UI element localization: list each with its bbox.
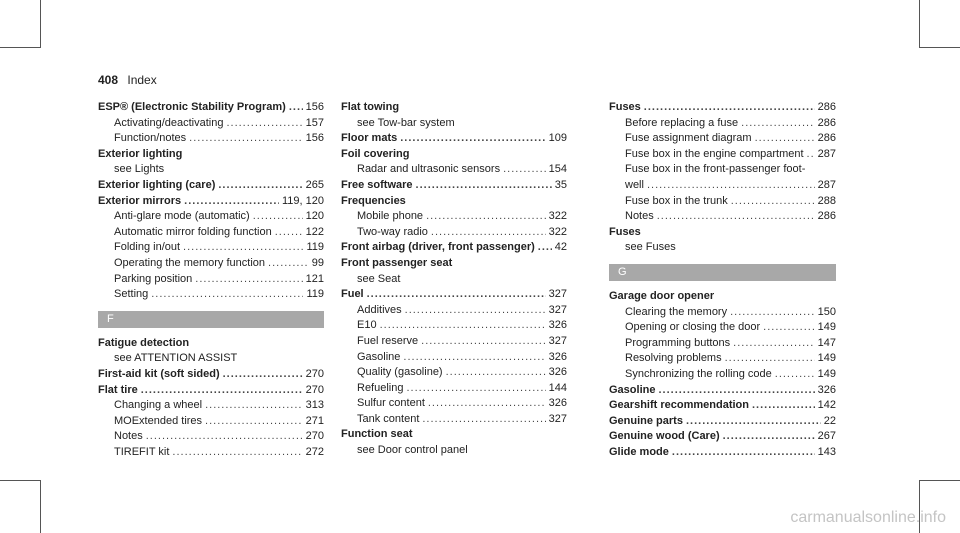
page-reference[interactable]: 313 [305, 399, 324, 412]
page-reference[interactable]: 42 [554, 241, 567, 254]
dot-leader [205, 414, 303, 430]
dot-leader [807, 147, 815, 163]
page-reference[interactable]: 147 [817, 336, 836, 349]
index-subentry [341, 350, 567, 366]
page-reference[interactable]: 287 [817, 147, 836, 160]
index-term: Clearing the memory [625, 305, 728, 318]
index-term: First-aid kit (soft sided) [98, 367, 220, 380]
dot-leader [422, 412, 545, 428]
index-term: Setting [114, 288, 149, 301]
index-subentry [341, 225, 567, 241]
index-term: Opening or closing the door [625, 321, 761, 334]
page-reference[interactable]: 326 [548, 350, 567, 363]
page-reference[interactable]: 327 [548, 334, 567, 347]
page-reference[interactable]: 327 [548, 303, 567, 316]
index-term: see Seat [357, 272, 401, 285]
index-term: Sulfur content [357, 397, 425, 410]
dot-leader [141, 383, 303, 399]
page-reference[interactable]: 326 [548, 366, 567, 379]
index-column-2 [341, 100, 567, 459]
index-subentry [341, 365, 567, 381]
dot-leader [226, 116, 302, 132]
index-term: Exterior lighting [98, 147, 183, 160]
page-number: 408 [98, 73, 119, 87]
index-subentry [98, 162, 324, 178]
dot-leader [741, 116, 815, 132]
page-reference[interactable]: 150 [817, 305, 836, 318]
index-subentry [341, 443, 567, 459]
index-entry [341, 100, 567, 116]
page-reference[interactable]: 99 [311, 256, 324, 269]
index-term: see Fuses [625, 241, 676, 254]
page-reference[interactable]: 271 [305, 414, 324, 427]
index-entry [98, 178, 324, 194]
index-term: TIREFIT kit [114, 445, 170, 458]
crop-mark [40, 480, 41, 533]
page-reference[interactable]: 142 [817, 399, 836, 412]
dot-leader [672, 445, 815, 461]
page-reference[interactable]: 326 [548, 319, 567, 332]
index-term: Fuel reserve [357, 334, 419, 347]
dot-leader [268, 256, 309, 272]
page-reference[interactable]: 272 [305, 445, 324, 458]
index-subentry [341, 412, 567, 428]
index-term: Fuel [341, 288, 364, 301]
crop-mark [919, 0, 920, 48]
index-term: MOExtended tires [114, 414, 203, 427]
index-term: Notes [114, 430, 143, 443]
index-term: Exterior mirrors [98, 194, 182, 207]
index-subentry [609, 320, 836, 336]
index-subentry [98, 398, 324, 414]
page-reference[interactable]: 154 [548, 163, 567, 176]
dot-leader [686, 414, 821, 430]
index-entry [341, 194, 567, 210]
index-entry [609, 398, 836, 414]
index-term: Gearshift recommendation [609, 399, 749, 412]
index-term: Resolving problems [625, 352, 722, 365]
index-term: Before replacing a fuse [625, 116, 739, 129]
page-reference[interactable]: 270 [305, 367, 324, 380]
page-reference[interactable]: 157 [305, 116, 324, 129]
index-term: Quality (gasoline) [357, 366, 443, 379]
dot-leader [775, 367, 815, 383]
dot-leader [405, 303, 546, 319]
index-term: Anti-glare mode (automatic) [114, 210, 250, 223]
page-reference[interactable]: 149 [817, 352, 836, 365]
index-entry [341, 427, 567, 443]
index-entry [98, 367, 324, 383]
index-subentry [609, 351, 836, 367]
dot-leader [253, 209, 303, 225]
page-reference[interactable]: 122 [305, 225, 324, 238]
index-subentry [609, 178, 836, 194]
index-term: Programming buttons [625, 336, 731, 349]
page-reference[interactable]: 286 [817, 116, 836, 129]
dot-leader [503, 162, 546, 178]
page-section-title: Index [127, 73, 157, 87]
index-entry [341, 147, 567, 163]
index-subentry [98, 116, 324, 132]
dot-leader [431, 225, 546, 241]
index-subentry [341, 318, 567, 334]
dot-leader [184, 194, 279, 210]
index-entry [98, 383, 324, 399]
page-reference[interactable]: 326 [548, 397, 567, 410]
page-reference[interactable]: 156 [305, 101, 324, 113]
dot-leader [146, 429, 303, 445]
dot-leader [426, 209, 546, 225]
page-reference[interactable]: 35 [554, 178, 567, 191]
page-reference[interactable]: 119 [306, 288, 324, 301]
index-letter-heading: G [609, 264, 836, 281]
index-term: Fatigue detection [98, 336, 190, 349]
index-term: Flat towing [341, 101, 400, 113]
page-reference[interactable]: 287 [817, 178, 836, 191]
page-reference[interactable]: 149 [817, 321, 836, 334]
index-subentry [609, 131, 836, 147]
index-term: Automatic mirror folding function [114, 225, 272, 238]
index-term: Two-way radio [357, 225, 428, 238]
index-entry [609, 100, 836, 116]
dot-leader [733, 336, 814, 352]
page-reference[interactable]: 286 [817, 101, 836, 113]
page-header [98, 73, 157, 87]
index-subentry [609, 209, 836, 225]
index-subentry [98, 209, 324, 225]
dot-leader [428, 396, 546, 412]
index-subentry [609, 367, 836, 383]
index-term: Free software [341, 178, 413, 191]
index-subentry [98, 445, 324, 461]
index-term: ESP® (Electronic Stability Program) [98, 101, 286, 113]
page-reference[interactable]: 286 [817, 210, 836, 223]
page-reference[interactable]: 270 [305, 383, 324, 396]
index-term: Gasoline [609, 383, 656, 396]
index-entry [98, 336, 324, 352]
index-term: Function/notes [114, 132, 187, 145]
index-entry [609, 225, 836, 241]
index-subentry [609, 147, 836, 163]
dot-leader [647, 178, 815, 194]
dot-leader [223, 367, 303, 383]
dot-leader [403, 350, 545, 366]
index-subentry [98, 240, 324, 256]
page-reference[interactable]: 270 [305, 430, 324, 443]
dot-leader [657, 209, 815, 225]
index-entry [341, 240, 567, 256]
index-term: Genuine parts [609, 414, 683, 427]
index-subentry [609, 194, 836, 210]
page-reference[interactable]: 322 [548, 210, 567, 223]
index-term: Floor mats [341, 132, 398, 145]
index-column-1 [98, 100, 324, 460]
dot-leader [172, 445, 302, 461]
index-term: Fuse box in the trunk [625, 194, 728, 207]
page-reference[interactable]: 119, 120 [281, 194, 324, 207]
index-entry [98, 194, 324, 210]
dot-leader [218, 178, 302, 194]
dot-leader [763, 320, 814, 336]
dot-leader [151, 287, 303, 303]
index-term: Frequencies [341, 194, 406, 207]
dot-leader [658, 383, 814, 399]
dot-leader [416, 178, 552, 194]
index-entry [609, 414, 836, 430]
index-term: see ATTENTION ASSIST [114, 352, 238, 365]
watermark-logo: carmanualsonline.info [790, 509, 946, 526]
index-subentry [98, 225, 324, 241]
page-reference[interactable]: 22 [823, 414, 836, 427]
dot-leader [367, 287, 546, 303]
index-entry [609, 383, 836, 399]
index-term: see Door control panel [357, 444, 468, 457]
index-subentry [609, 305, 836, 321]
dot-leader [406, 381, 545, 397]
index-term: Gasoline [357, 350, 401, 363]
index-term: Fuses [609, 225, 641, 238]
index-term: Genuine wood (Care) [609, 430, 720, 443]
page-reference[interactable]: 149 [817, 367, 836, 380]
index-term: Flat tire [98, 383, 138, 396]
index-subentry [98, 429, 324, 445]
index-term: Changing a wheel [114, 399, 203, 412]
page-reference[interactable]: 109 [548, 132, 567, 145]
index-term: Fuse box in the engine compartment [625, 147, 804, 160]
index-term: Tank content [357, 412, 420, 425]
page-reference[interactable]: 267 [817, 430, 836, 443]
index-term: Function seat [341, 428, 413, 441]
dot-leader [730, 305, 815, 321]
index-entry [98, 100, 324, 116]
dot-leader [731, 194, 815, 210]
index-subentry [341, 116, 567, 132]
page-reference[interactable]: 156 [305, 132, 324, 145]
index-subentry [98, 256, 324, 272]
index-entry [609, 289, 836, 305]
index-subentry [609, 240, 836, 256]
index-subentry [341, 272, 567, 288]
index-subentry [341, 162, 567, 178]
crop-mark [919, 47, 960, 48]
index-subentry [341, 334, 567, 350]
dot-leader [752, 398, 815, 414]
page-reference[interactable]: 326 [817, 383, 836, 396]
dot-leader [189, 131, 302, 147]
dot-leader [195, 272, 302, 288]
page-reference[interactable]: 327 [548, 288, 567, 301]
index-term: Front airbag (driver, front passenger) [341, 241, 535, 254]
index-entry [341, 178, 567, 194]
index-entry [98, 147, 324, 163]
crop-mark [919, 480, 960, 481]
index-term: Radar and ultrasonic sensors [357, 163, 501, 176]
dot-leader [289, 100, 303, 116]
dot-leader [205, 398, 303, 414]
index-term: Additives [357, 303, 402, 316]
dot-leader [183, 240, 303, 256]
index-subentry [341, 209, 567, 225]
index-entry [341, 131, 567, 147]
page-reference[interactable]: 121 [305, 272, 324, 285]
index-subentry [341, 303, 567, 319]
index-term: Garage door opener [609, 289, 715, 302]
dot-leader [380, 318, 546, 334]
index-term: Mobile phone [357, 210, 424, 223]
dot-leader [538, 240, 552, 256]
index-term: see Lights [114, 163, 165, 176]
index-term: Glide mode [609, 445, 669, 458]
index-term: Notes [625, 210, 654, 223]
dot-leader [723, 429, 815, 445]
index-subentry [98, 272, 324, 288]
index-term: Exterior lighting (care) [98, 178, 216, 191]
page-reference[interactable]: 286 [817, 132, 836, 145]
index-entry [341, 287, 567, 303]
index-entry [341, 256, 567, 272]
index-subentry [609, 116, 836, 132]
dot-leader [421, 334, 546, 350]
dot-leader [400, 131, 545, 147]
index-term: see Tow-bar system [357, 116, 455, 129]
index-subentry [98, 131, 324, 147]
index-term: Fuses [609, 101, 641, 113]
index-term: Refueling [357, 381, 404, 394]
dot-leader [725, 351, 815, 367]
crop-mark [40, 0, 41, 48]
index-subentry [609, 162, 836, 178]
page-reference[interactable]: 144 [548, 381, 567, 394]
index-term: Front passenger seat [341, 256, 453, 269]
page-reference[interactable]: 143 [817, 445, 836, 458]
index-subentry [98, 287, 324, 303]
page-reference[interactable]: 265 [305, 178, 324, 191]
index-subentry [98, 414, 324, 430]
dot-leader [446, 365, 546, 381]
page-reference[interactable]: 322 [548, 225, 567, 238]
index-entry [609, 429, 836, 445]
index-term: Activating/deactivating [114, 116, 224, 129]
crop-mark [0, 47, 41, 48]
index-term: Folding in/out [114, 241, 181, 254]
page-reference[interactable]: 327 [548, 412, 567, 425]
index-term: Operating the memory function [114, 256, 266, 269]
index-term: Foil covering [341, 147, 410, 160]
dot-leader [275, 225, 303, 241]
index-term: Fuse box in the front-passenger foot- [625, 163, 806, 176]
crop-mark [0, 480, 41, 481]
index-term: E10 [357, 319, 377, 332]
index-subentry [341, 396, 567, 412]
index-subentry [609, 336, 836, 352]
index-entry [609, 445, 836, 461]
index-term: Fuse assignment diagram [625, 132, 752, 145]
index-term: Synchronizing the rolling code [625, 367, 772, 380]
index-letter-heading: F [98, 311, 324, 328]
dot-leader [755, 131, 815, 147]
index-term: well [625, 178, 644, 191]
page-reference[interactable]: 120 [305, 210, 324, 223]
index-column-3 [609, 100, 836, 460]
page-reference[interactable]: 119 [306, 241, 324, 254]
index-subentry [98, 351, 324, 367]
dot-leader [644, 100, 815, 116]
page-reference[interactable]: 288 [817, 194, 836, 207]
index-term: Parking position [114, 272, 193, 285]
index-subentry [341, 381, 567, 397]
